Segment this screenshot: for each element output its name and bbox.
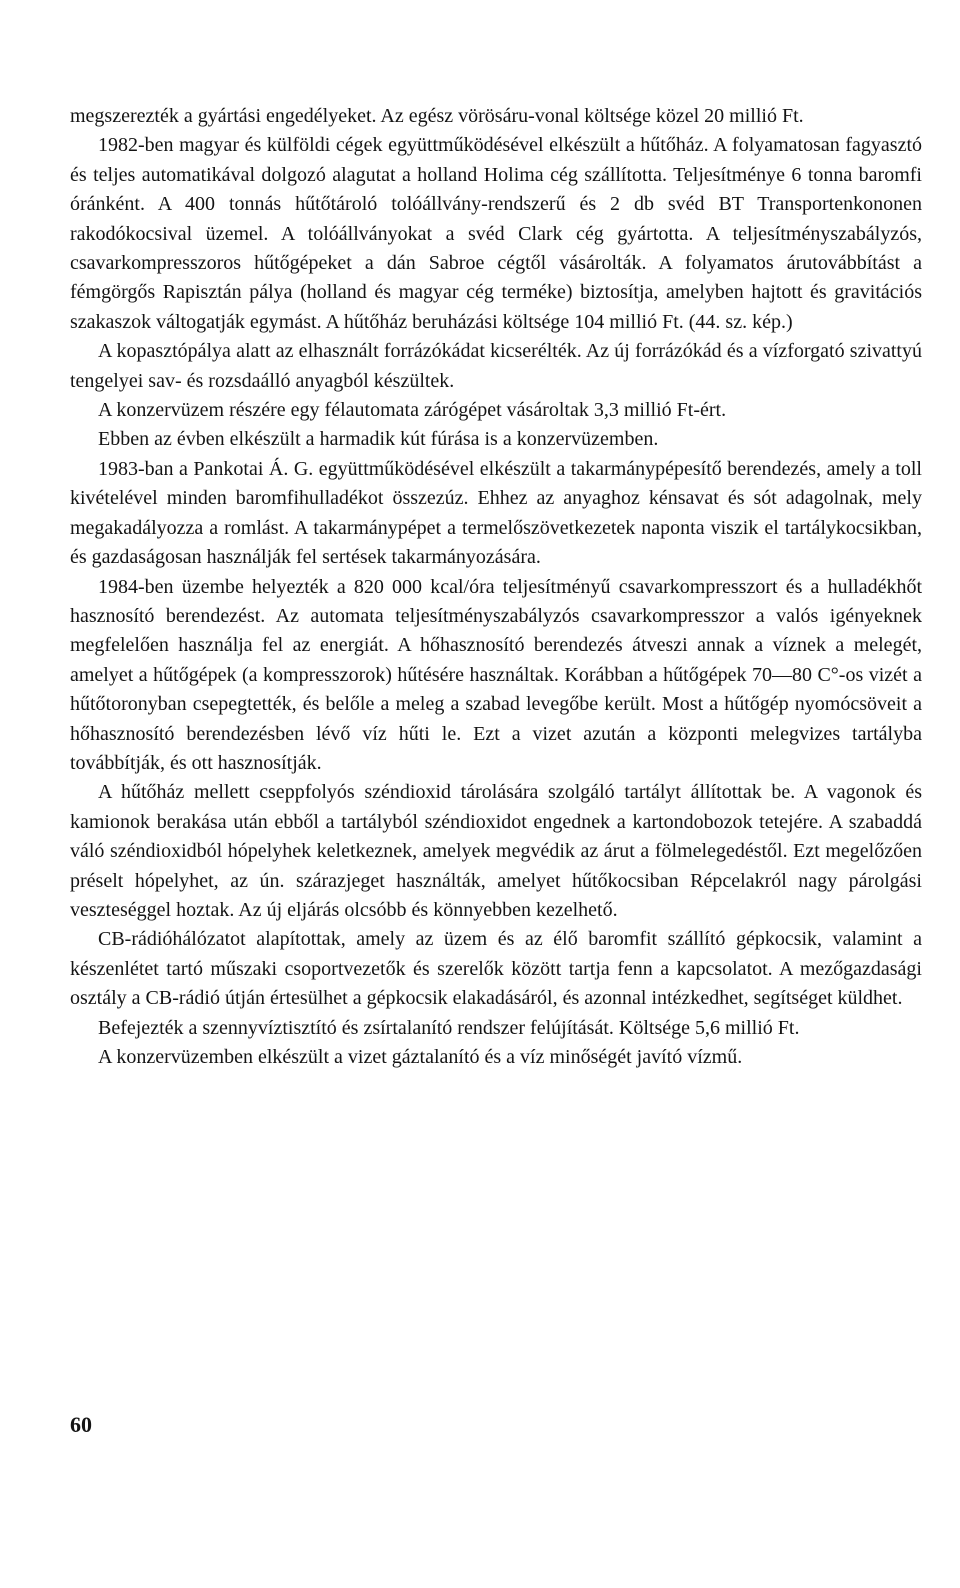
paragraph-5: Ebben az évben elkészült a harmadik kút fúrása is a konzervüzemben.	[98, 428, 659, 451]
paragraph-8: A hűtőház mellett cseppfolyós széndioxid tárolására szolgáló tartályt állítottak be. A vagonok és kamionok berakása után ebből a tartályból széndioxidot engednek a kartondobozok tetejére. A szabaddá váló széndioxidból hópelyhek keletkeznek, amelyek megvédik az árut a fölmelegedéstől. Ezt megelőzően préselt hópelyhet, az ún. szárazjeget használták, amelyet hűtőkocsiban Répcelakról nagy párolgási veszteséggel hoztak. Az új eljárás olcsóbb és könnyebben kezelhető.	[70, 781, 922, 921]
paragraph-10: Befejezték a szennyvíztisztító és zsírtalanító rendszer felújítását. Költsége 5,6 millió Ft.	[98, 1016, 800, 1039]
paragraph-7: 1984-ben üzembe helyezték a 820 000 kcal/óra teljesítményű csavarkompresszort és a hulladékhőt hasznosító berendezést. Az automata teljesítményszabályzós csavarkompresszor a valós igényeknek megfelelően használja fel az energiát. A hőhasznosító berendezés átveszi annak a víznek a melegét, amelyet a hűtőgépek (a kompresszorok) hűtésére használtak. Korábban a hűtőgépek 70—80 C°-os vizét a hűtőtoronyban csepegtették, és belőle a meleg a szabad levegőbe került. Most a hűtőgép nyomócsöveit a hőhasznosító berendezésben lévő víz hűti le. Ezt a vizet azután a központi melegvizes tartályba továbbítják, és ott hasznosítják.	[70, 575, 922, 774]
paragraph-4: A konzervüzem részére egy félautomata zárógépet vásároltak 3,3 millió Ft-ért.	[98, 399, 727, 422]
page-number: 60	[70, 1412, 92, 1437]
paragraph-3: A kopasztópálya alatt az elhasznált forrázókádat kicserélték. Az új forrázókád és a vízforgató szivattyú tengelyei sav- és rozsdaálló anyagból készültek.	[70, 340, 922, 392]
paragraph-1: megszerezték a gyártási engedélyeket. Az egész vörösáru-vonal költsége közel 20 millió Ft.	[70, 105, 804, 127]
paragraph-2: 1982-ben magyar és külföldi cégek együttműködésével elkészült a hűtőház. A folyamatosan fagyasztó és teljes automatikával dolgozó alagutat a holland Holima cég szállította. Teljesítménye 6 tonna baromfi óránként. A 400 tonnás hűtőtároló tolóállvány-rendszerű és 2 db svéd BT Transportenkononen rakodókocsival üzemel. A tolóállványokat a svéd Clark cég gyártotta. A teljesítményszabályzós, csavarkompresszoros hűtőgépeket a dán Sabroe cégtől vásárolták. A folyamatos árutovábbítást a fémgörgős Rapisztán pálya (holland és magyar cég terméke) biztosítja, amelyben hajtott és gravitációs szakaszok váltogatják egymást. A hűtőház beruházási költsége 104 millió Ft. (44. sz. kép.)	[70, 134, 922, 333]
page-body	[70, 102, 922, 1072]
paragraph-11: A konzervüzemben elkészült a vizet gáztalanító és a víz minőségét javító vízmű.	[98, 1046, 743, 1068]
paragraph-6: 1983-ban a Pankotai Á. G. együttműködésével elkészült a takarmánypépesítő berendezés, amely a toll kivételével minden baromfihulladékot összezúz. Ehhez az anyaghoz kénsavat és sót adagolnak, mely megakadályozza a romlást. A takarmánypépet a termelőszövetkezetek naponta viszik el tartálykocsikban, és gazdaságosan használják fel sertések takarmányozására.	[70, 457, 922, 569]
paragraph-9: CB-rádióhálózatot alapítottak, amely az üzem és az élő baromfit szállító gépkocsik, valamint a készenlétet tartó műszaki csoportvezetők és szerelők között tartja fenn a kapcsolatot. A mezőgazdasági osztály a CB-rádió útján értesülhet a gépkocsik elakadásáról, és azonnal intézkedhet, segítséget küldhet.	[70, 928, 922, 1010]
